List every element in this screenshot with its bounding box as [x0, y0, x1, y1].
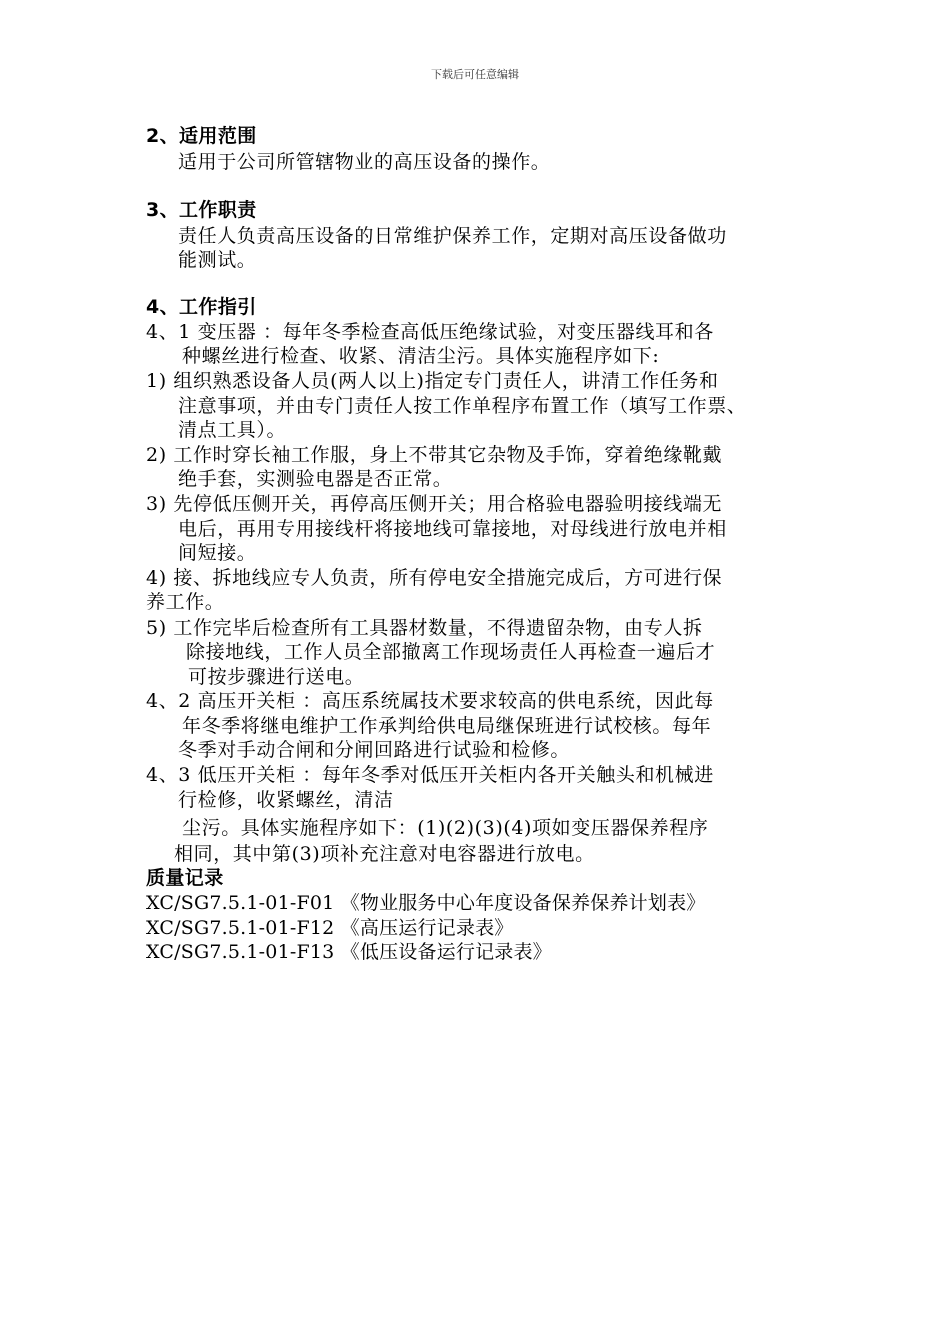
guidance-line: 养工作。 [146, 591, 225, 613]
guidance-line: 间短接。 [178, 542, 257, 564]
page-header-note: 下载后可任意编辑 [431, 68, 519, 81]
guidance-line: 相同，其中第(3)项补充注意对电容器进行放电。 [174, 843, 595, 865]
guidance-line: 注意事项，并由专门责任人按工作单程序布置工作（填写工作票、 [178, 395, 747, 417]
guidance-line: 可按步骤进行送电。 [188, 666, 365, 688]
records-heading: 质量记录 [146, 867, 224, 889]
guidance-line: 种螺丝进行检查、收紧、清洁尘污。具体实施程序如下: [182, 345, 660, 367]
guidance-line: 尘污。具体实施程序如下：(1)(2)(3)(4)项如变压器保养程序 [182, 817, 709, 839]
guidance-line: 电后，再用专用接线杆将接地线可靠接地，对母线进行放电并相 [178, 518, 727, 540]
duties-heading: 3、工作职责 [146, 199, 257, 221]
guidance-line: 4) 接、拆地线应专人负责，所有停电安全措施完成后，方可进行保 [146, 567, 723, 589]
guidance-line: 除接地线，工作人员全部撤离工作现场责任人再检查一遍后才 [186, 641, 716, 663]
record-item: XC/SG7.5.1-01-F13 《低压设备运行记录表》 [146, 941, 552, 963]
guidance-line: 年冬季将继电维护工作承判给供电局继保班进行试校核。每年 [182, 715, 712, 737]
guidance-line: 行检修，收紧螺丝，清洁 [178, 789, 394, 811]
guidance-line: 4、2 高压开关柜 ：高压系统属技术要求较高的供电系统，因此每 [146, 690, 714, 712]
duties-line-1: 责任人负责高压设备的日常维护保养工作，定期对高压设备做功 [178, 225, 727, 247]
record-item: XC/SG7.5.1-01-F12 《高压运行记录表》 [146, 917, 514, 939]
guidance-line: 清点工具）。 [178, 419, 287, 441]
guidance-line: 1) 组织熟悉设备人员(两人以上)指定专门责任人，讲清工作任务和 [146, 370, 719, 392]
guidance-line: 3) 先停低压侧开关，再停高压侧开关；用合格验电器验明接线端无 [146, 493, 723, 515]
guidance-line: 4、3 低压开关柜 ：每年冬季对低压开关柜内各开关触头和机械进 [146, 764, 714, 786]
scope-heading: 2、适用范围 [146, 125, 257, 147]
duties-line-2: 能测试。 [178, 249, 257, 271]
guidance-line: 绝手套，实测验电器是否正常。 [178, 468, 453, 490]
guidance-line: 5) 工作完毕后检查所有工具器材数量，不得遗留杂物，由专人拆 [146, 617, 703, 639]
guidance-line: 4、1 变压器 ：每年冬季检查高低压绝缘试验，对变压器线耳和各 [146, 321, 714, 343]
guidance-line: 冬季对手动合闸和分闸回路进行试验和检修。 [178, 739, 571, 761]
guidance-heading: 4、工作指引 [146, 296, 257, 318]
scope-text: 适用于公司所管辖物业的高压设备的操作。 [178, 151, 551, 173]
record-item: XC/SG7.5.1-01-F01 《物业服务中心年度设备保养保养计划表》 [146, 892, 706, 914]
guidance-line: 2) 工作时穿长袖工作服，身上不带其它杂物及手饰，穿着绝缘靴戴 [146, 444, 723, 466]
